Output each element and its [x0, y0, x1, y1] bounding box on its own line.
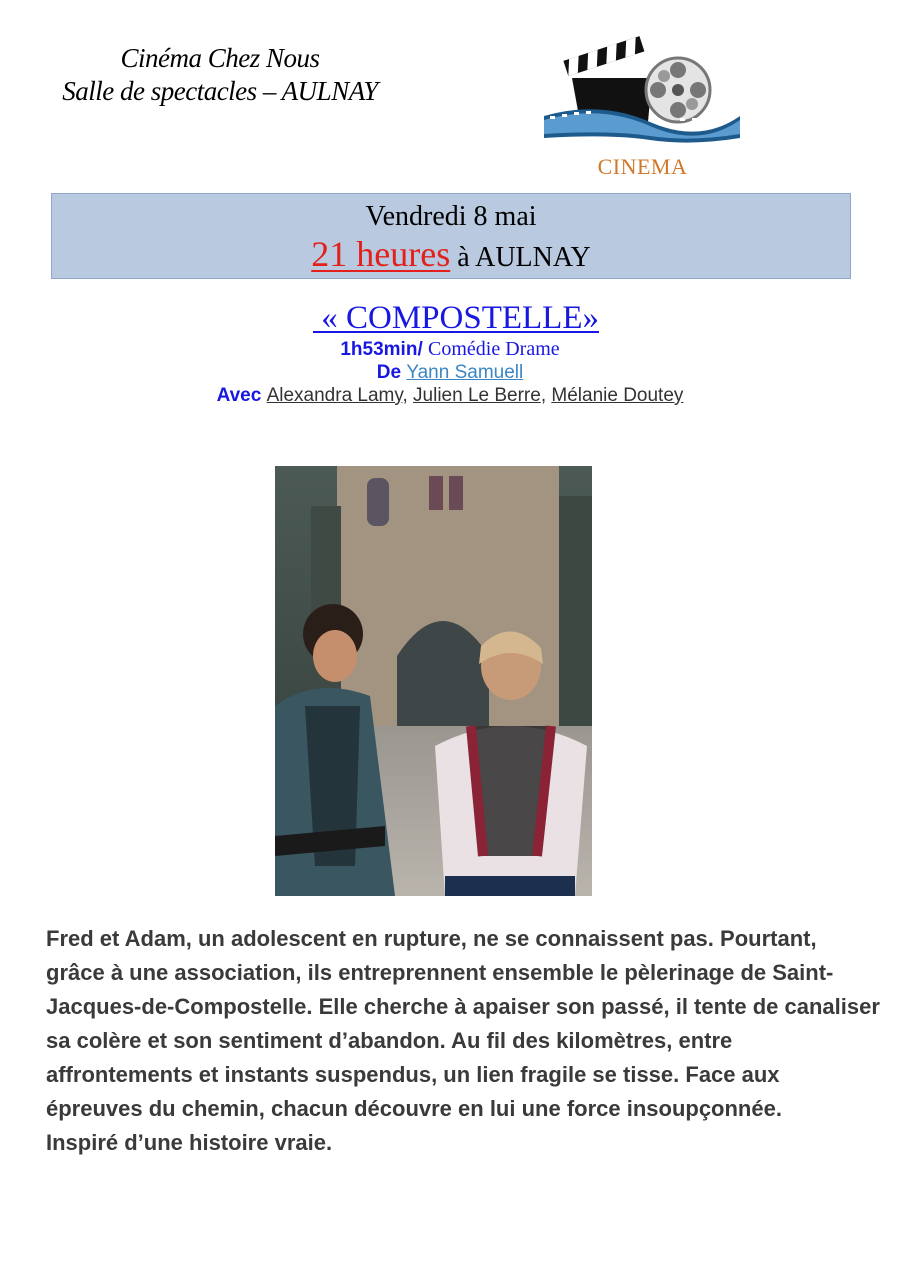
screening-time: 21 heures [311, 234, 451, 274]
screening-time-line [52, 234, 850, 278]
film-director-line [0, 362, 900, 384]
synopsis [46, 922, 881, 1160]
cast-prefix: Avec [216, 385, 262, 406]
screening-banner [51, 193, 851, 279]
director-prefix: De [376, 362, 402, 383]
synopsis-footer: Inspiré d’une histoire vraie. [46, 1130, 333, 1155]
film-still-image [275, 466, 592, 896]
film-cast-line: Avec Alexandra Lamy, Julien Le Berre, Mélanie Doutey [216, 385, 684, 406]
screening-location: à AULNAY [457, 242, 591, 273]
venue-name: Cinéma Chez Nous [120, 43, 320, 73]
venue-hall: Salle de spectacles – AULNAY [62, 76, 378, 106]
film-duration-genre [0, 338, 900, 361]
cast-link[interactable]: Julien Le Berre [413, 385, 541, 406]
venue-title [20, 42, 420, 108]
cast-link[interactable]: Alexandra Lamy [266, 385, 403, 406]
synopsis-text: Fred et Adam, un adolescent en rupture, ne se connaissent pas. Pourtant, grâce à une association, ils entreprennent ensemble le pèlerinage de Saint-Jacques-de-Compostelle. Elle cherche à apaiser son passé, il tente de canaliser sa colère et son sentiment d’abandon. Au fil des kilomètres, entre affrontements et instants suspendus, un lien fragile se tisse. Face aux épreuves du chemin, chacun découvre en lui une force insoupçonnée. [46, 926, 880, 1121]
logo-text: CINEMA [597, 154, 688, 179]
film-duration: 1h53min/ [340, 339, 423, 360]
film-genre: Comédie Drame [428, 338, 560, 360]
director-link[interactable]: Yann Samuell [406, 362, 524, 383]
film-title: « COMPOSTELLE» [312, 300, 599, 336]
cast-link[interactable]: Mélanie Doutey [551, 385, 684, 406]
screening-date: Vendredi 8 mai [365, 201, 537, 232]
